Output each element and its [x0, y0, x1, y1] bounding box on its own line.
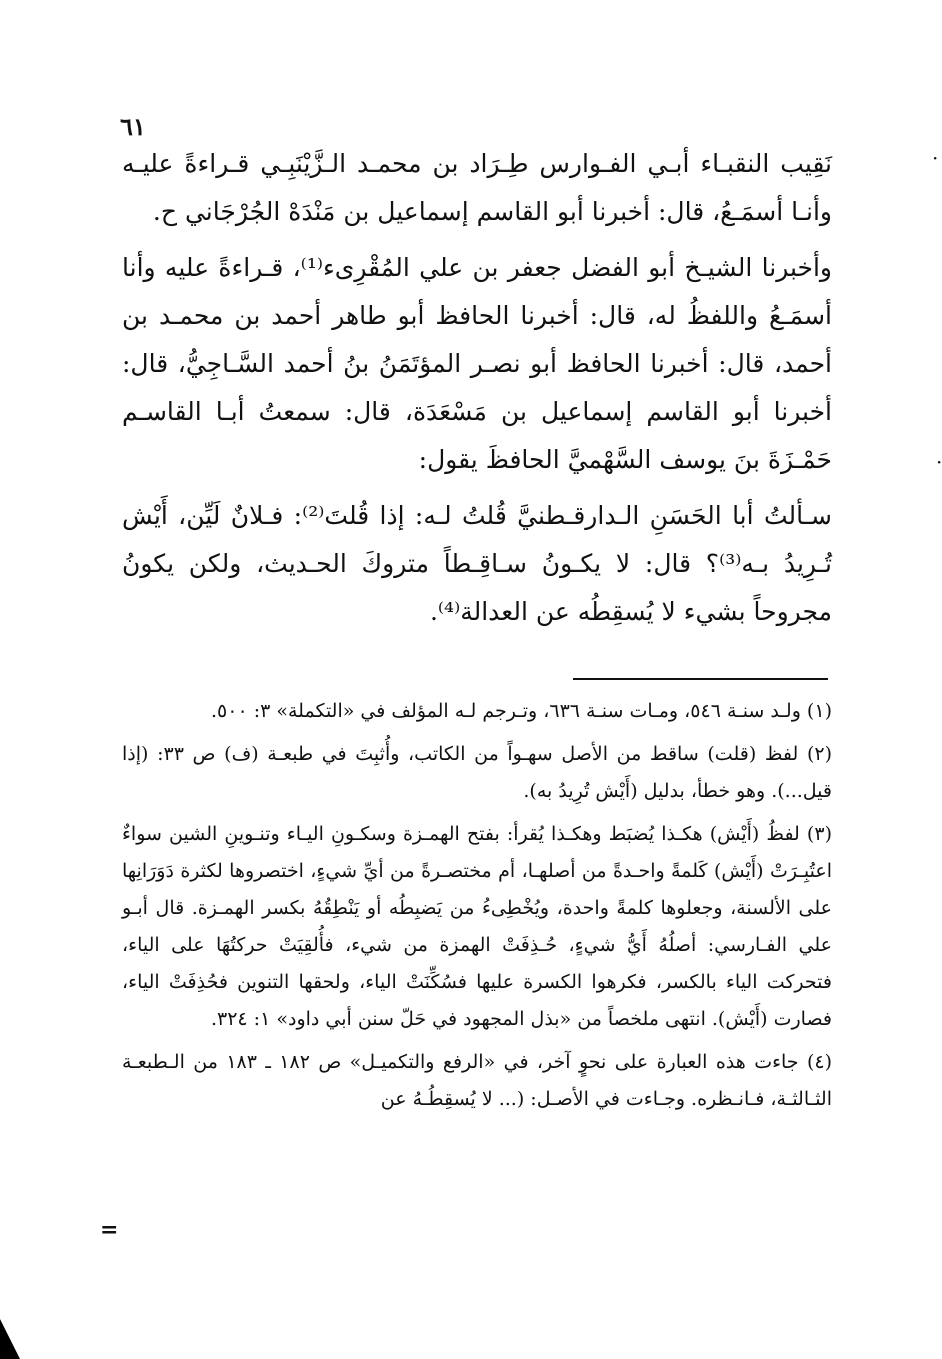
footnote: (٣) لفظُ (أَيْش) هكـذا يُضبَط وهكـذا يُقرأ: بفتح الهمـزة وسكـونِ اليـاء وتنـوينِ الشين سواءٌ اعتُبِـرَتْ (أَيْش) كَلمةً واحـدةً من أصلهـا، أم مختصـرةً من أيِّ شيءٍ، اختصروها لكثرة دَوَرَانِها على الألسنة، وجعلوها كلمةً واحدة، ويُخْطِىءُ من يَضبِطُه أو يَنْطِقُهُ بكسر الهمـزة. قال أبـو علي الفـارسي: أصلُهُ أَيُّ شيءٍ، حُـذِفَتْ الهمزة من شيء، فأُلقِيَتْ حركتُهَا على الياء، فتحركت الياء بالكسر، فكرهوا الكسرة عليها فسُكِّنَتْ الياء، ولحقها التنوين فحُذِفَتْ الياء، فصارت (أَيْش). انتهى ملخصاً من «بذل المجهود في حَلّ سنن أبي داود» ١: ٣٢٤. — [122, 823, 832, 1030]
footnote: (٢) لفظ (قلت) ساقط من الأصل سهـواً من الكاتب، وأُثبِتَ في طبعـة (ف) ص ٣٣: (إذا قيل...). وهو خطأ، بدليل (أَيْش تُرِيدُ به). — [122, 743, 833, 802]
margin-dot: · — [932, 146, 939, 170]
footnote-separator — [573, 678, 828, 680]
footnote: (٤) جاءت هذه العبارة على نحوٍ آخر، في «الرفع والتكميـل» ص ١٨٢ ـ ١٨٣ من الـطبعـة الثـالثـة، فـانـظره. وجـاءت في الأصـل: (... لا يُسقِطُـهُ عن — [122, 1051, 832, 1110]
corner-triangle-mark — [0, 1319, 20, 1359]
margin-dot: · — [936, 450, 942, 474]
footnote: (١) ولـد سنـة ٥٤٦، ومـات سنـة ٦٣٦، وتـرجم لـه المؤلف في «التكملة» ٣: ٥٠٠. — [210, 700, 832, 722]
page-number: ٦١ — [120, 112, 146, 141]
main-text — [122, 140, 832, 636]
continuation-mark: = — [100, 1217, 119, 1243]
main-paragraph: وأخبرنا الشيـخ أبو الفضل جعفر بن علي المُقْرِىء⁽¹⁾، قـراءةً عليه وأنا أسمَـعُ واللفظُ له، قال: أخبرنا الحافظ أبو طاهر أحمد بن محمـد بن أحمد، قال: أخبرنا الحافظ أبو نصـر المؤتَمَنُ بنُ أحمد السَّـاجِيُّ، قال: أخبرنا أبو القاسم إسماعيل بن مَسْعَدَة، قال: سمعتُ أبـا القاسـم حَمْـزَةَ بنَ يوسف السَّهْميَّ الحافظَ يقول: — [122, 253, 833, 474]
main-paragraph: نَقِيب النقبـاء أبـي الفـوارس طِـرَاد بن محمـد الـزَّيْنَبِـي قـراءةً عليـه وأنـا أسمَـعُ، قال: أخبرنا أبو القاسم إسماعيل بن مَنْدَهْ الجُرْجَاني ح. — [122, 149, 832, 226]
footnotes — [122, 693, 832, 1118]
main-paragraph: سـألتُ أبا الحَسَنِ الـدارقـطنيَّ قُلتُ لـه: إذا قُلتَ⁽²⁾: فـلانٌ لَيِّن، أَيْش تُـرِيدُ بـه⁽³⁾؟ قال: لا يكـونُ سـاقِـطاً متروكَ الحـديث، ولكن يكونُ مجروحاً بشيء لا يُسقِطُه عن العدالة⁽⁴⁾. — [122, 501, 832, 626]
